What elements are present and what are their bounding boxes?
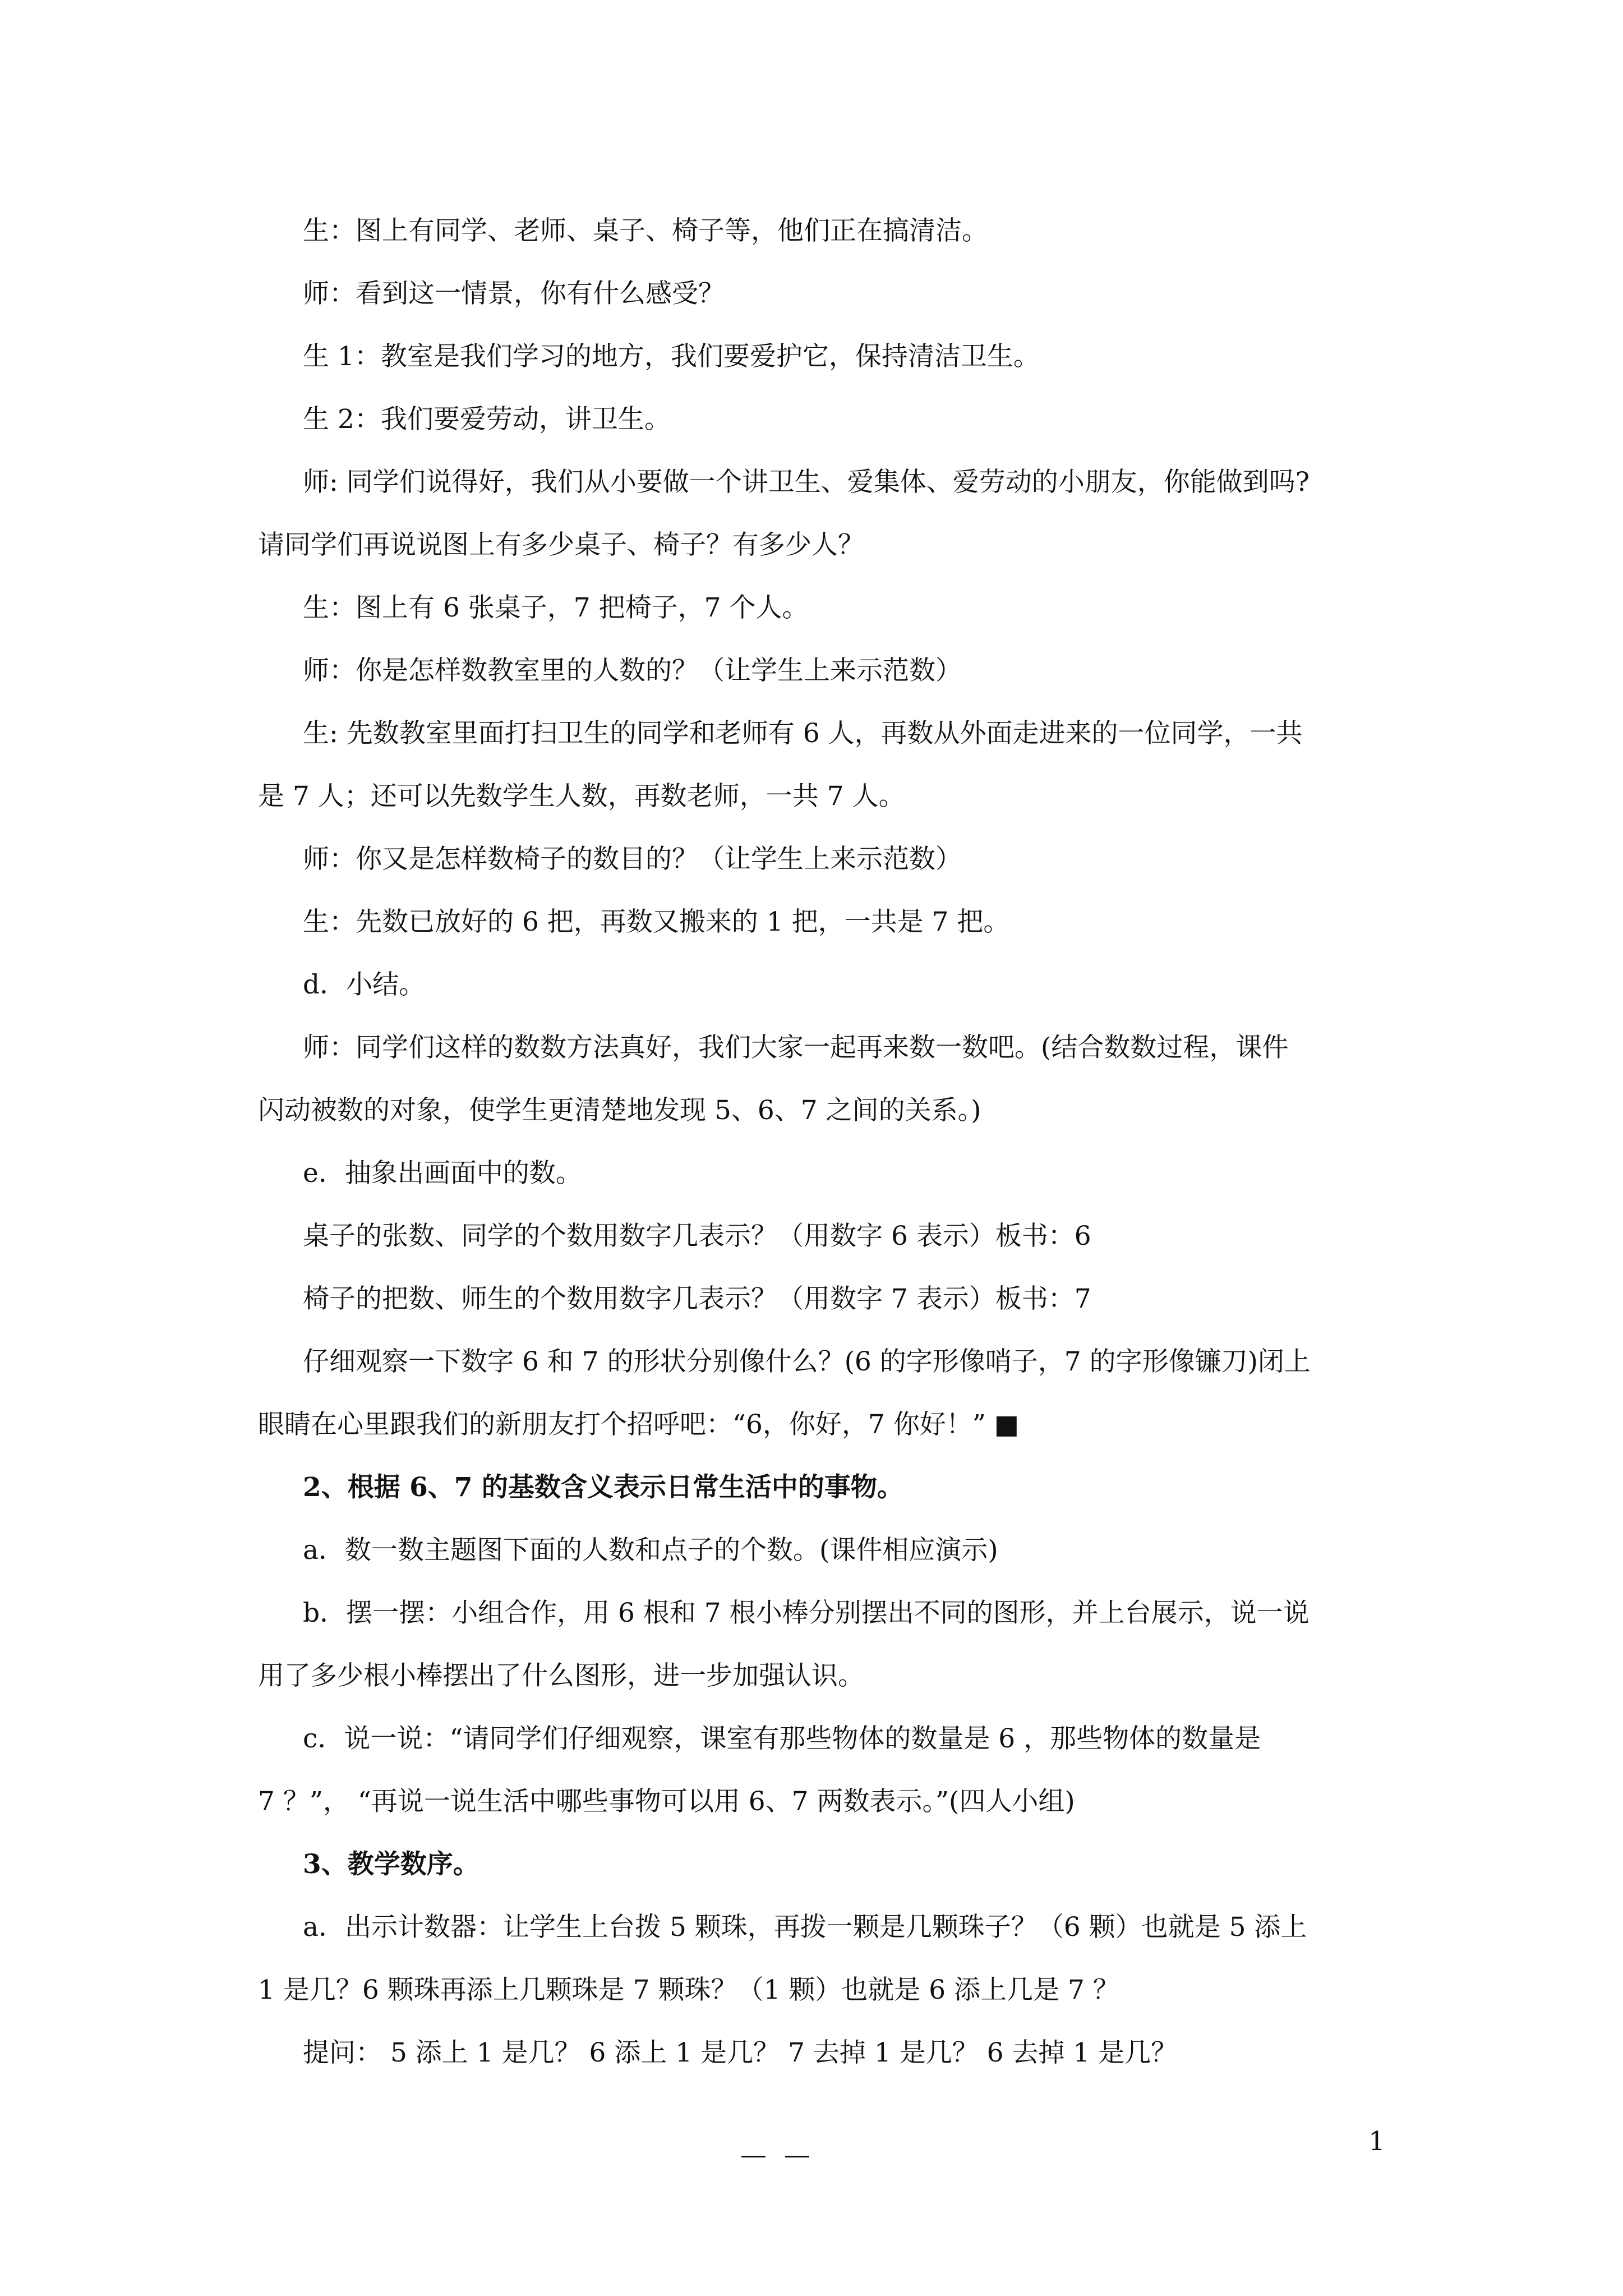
text-line: 桌子的张数、同学的个数用数字几表示？（用数字 6 表示）板书：6 bbox=[303, 1221, 1091, 1251]
text-line: e．抽象出画面中的数。 bbox=[303, 1158, 582, 1189]
text-line: 7 ？”， “再说一说生活中哪些事物可以用 6、7 两数表示。”(四人小组) bbox=[258, 1786, 1075, 1817]
text-line: 仔细观察一下数字 6 和 7 的形状分别像什么？(6 的字形像哨子，7 的字形像镰刀)闭上 bbox=[303, 1346, 1311, 1377]
text-line: 生：先数已放好的 6 把，再数又搬来的 1 把，一共是 7 把。 bbox=[303, 907, 1010, 937]
text-line: c．说一说：“请同学们仔细观察，课室有那些物体的数量是 6 ，那些物体的数量是 bbox=[303, 1723, 1261, 1754]
text-line: 生: 先数教室里面打扫卫生的同学和老师有 6 人，再数从外面走进来的一位同学，一共 bbox=[303, 718, 1303, 749]
text-line: 师：看到这一情景，你有什么感受？ bbox=[303, 278, 725, 309]
footer-dash: — — bbox=[740, 2139, 815, 2170]
text-line: 提问： 5 添上 1 是几？ 6 添上 1 是几？ 7 去掉 1 是几？ 6 去掉 1 是几？ bbox=[303, 2037, 1178, 2068]
text-line: a．出示计数器：让学生上台拨 5 颗珠，再拨一颗是几颗珠子？（6 颗）也就是 5 添上 bbox=[303, 1912, 1307, 1943]
text-line: 生 1：教室是我们学习的地方，我们要爱护它，保持清洁卫生。 bbox=[303, 341, 1040, 372]
text-line: b．摆一摆：小组合作，用 6 根和 7 根小棒分别摆出不同的图形，并上台展示，说一说 bbox=[303, 1598, 1310, 1628]
page-number: 1 bbox=[1368, 2126, 1385, 2157]
text-line: 椅子的把数、师生的个数用数字几表示？（用数字 7 表示）板书：7 bbox=[303, 1283, 1091, 1314]
text-line: 请同学们再说说图上有多少桌子、椅子？有多少人？ bbox=[258, 530, 864, 560]
text-line: 闪动被数的对象，使学生更清楚地发现 5、6、7 之间的关系。) bbox=[258, 1095, 981, 1126]
text-line: 生：图上有 6 张桌子，7 把椅子，7 个人。 bbox=[303, 592, 809, 623]
section-heading: 3、教学数序。 bbox=[303, 1849, 479, 1880]
text-line: 师：同学们这样的数数方法真好，我们大家一起再来数一数吧。(结合数数过程，课件 bbox=[303, 1032, 1289, 1063]
text-line: 师：你又是怎样数椅子的数目的？（让学生上来示范数） bbox=[303, 844, 962, 875]
text-line: 眼睛在心里跟我们的新朋友打个招呼吧：“6，你好，7 你好！” ■ bbox=[258, 1409, 1020, 1440]
text-line: 1 是几？6 颗珠再添上几颗珠是 7 颗珠？（1 颗）也就是 6 添上几是 7 ？ bbox=[258, 1975, 1119, 2005]
text-line: 师: 同学们说得好，我们从小要做一个讲卫生、爱集体、爱劳动的小朋友，你能做到吗? bbox=[303, 467, 1310, 498]
text-line: 生 2：我们要爱劳动，讲卫生。 bbox=[303, 404, 671, 435]
section-heading: 2、根据 6、7 的基数含义表示日常生活中的事物。 bbox=[303, 1472, 903, 1503]
text-line: 生：图上有同学、老师、桌子、椅子等，他们正在搞清洁。 bbox=[303, 215, 988, 246]
text-line: a．数一数主题图下面的人数和点子的个数。(课件相应演示) bbox=[303, 1535, 998, 1566]
text-line: 用了多少根小棒摆出了什么图形，进一步加强认识。 bbox=[258, 1660, 864, 1691]
text-line: 师：你是怎样数教室里的人数的？（让学生上来示范数） bbox=[303, 655, 962, 686]
text-line: 是 7 人；还可以先数学生人数，再数老师，一共 7 人。 bbox=[258, 781, 905, 812]
text-line: d．小结。 bbox=[303, 969, 426, 1000]
